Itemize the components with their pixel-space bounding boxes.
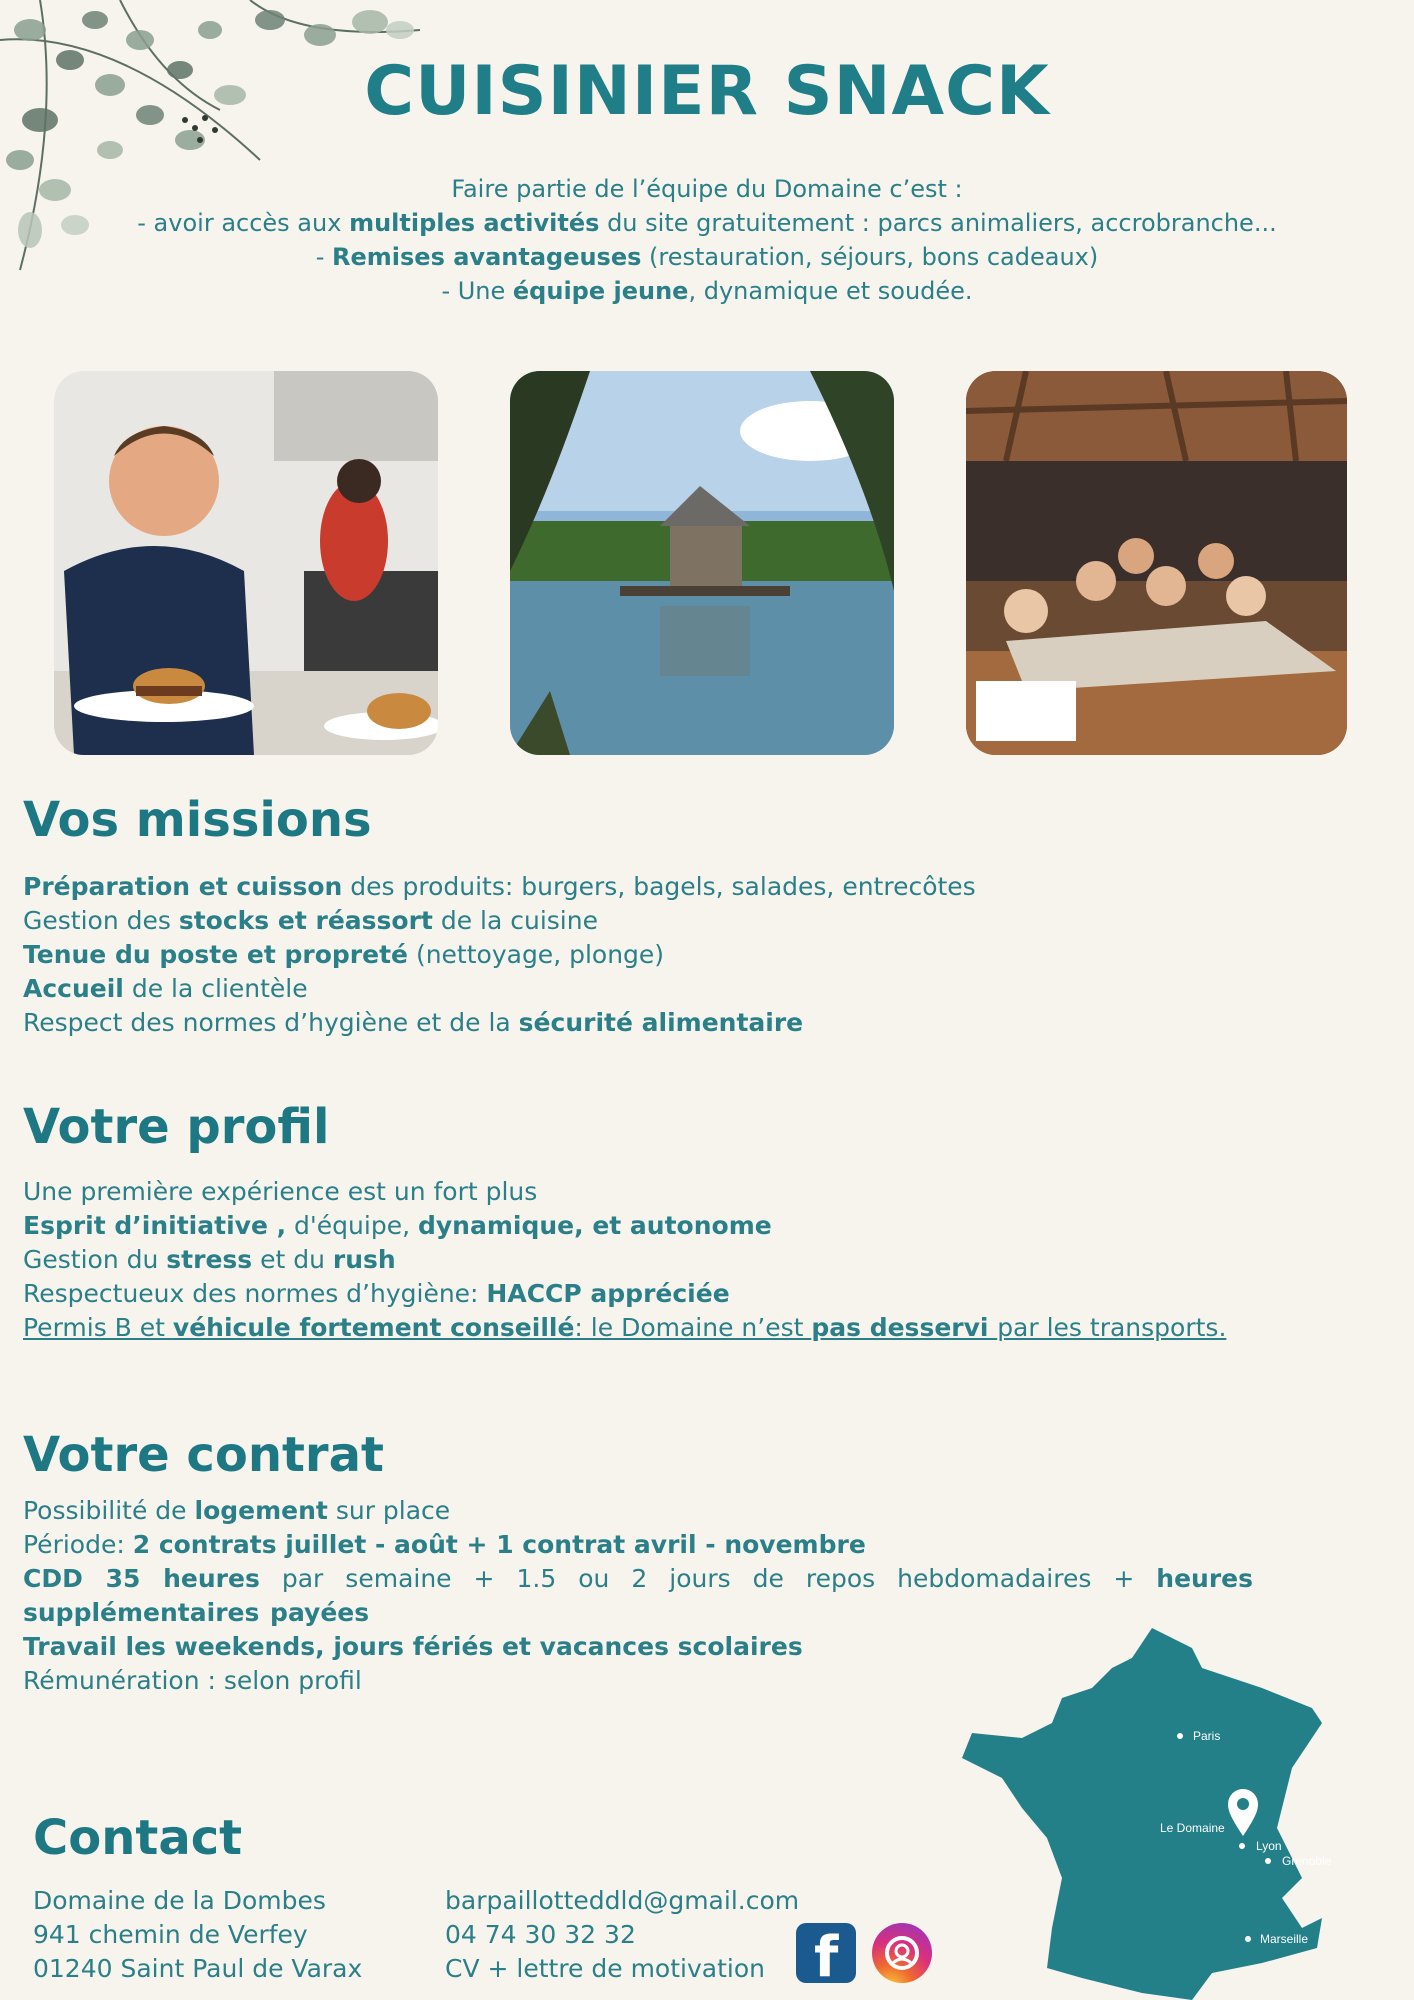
photo-lake-cabin	[510, 371, 894, 755]
photo-cook-with-burgers	[54, 371, 438, 755]
contact-email[interactable]: barpaillotteddld@gmail.com	[445, 1886, 800, 1915]
list-item: Respect des normes d’hygiène et de la sécurité alimentaire	[23, 1008, 804, 1037]
intro-line: - Remises avantageuses (restauration, séjours, bons cadeaux)	[315, 243, 1099, 271]
contact-phone[interactable]: 04 74 30 32 32	[445, 1920, 636, 1949]
contact-details	[445, 1884, 799, 1986]
missions-title: Vos missions	[23, 792, 372, 848]
list-item: Possibilité de logement sur place	[23, 1496, 451, 1525]
intro-line: - avoir accès aux multiples activités du site gratuitement : parcs animaliers, accrobranche...	[137, 209, 1277, 237]
france-map	[962, 1628, 1352, 2000]
list-item: Période: 2 contrats juillet - août + 1 contrat avril - novembre	[23, 1530, 866, 1559]
address-line: Domaine de la Dombes	[33, 1886, 326, 1915]
list-item: Permis B et véhicule fortement conseillé: le Domaine n’est pas desservi par les transports.	[23, 1313, 1227, 1342]
list-item: Gestion du stress et du rush	[23, 1245, 396, 1274]
page-title: CUISINIER SNACK	[364, 52, 1050, 131]
map-label-grenoble: Grenoble	[1282, 1854, 1332, 1868]
list-item: Tenue du poste et propreté (nettoyage, plonge)	[23, 940, 665, 969]
contact-apply: CV + lettre de motivation	[445, 1954, 765, 1983]
instagram-icon[interactable]	[872, 1923, 932, 1983]
map-label-marseille: Marseille	[1260, 1932, 1309, 1946]
list-item: Accueil de la clientèle	[23, 974, 308, 1003]
profil-title: Votre profil	[23, 1099, 330, 1155]
map-label-lyon: Lyon	[1256, 1839, 1282, 1853]
address-line: 01240 Saint Paul de Varax	[33, 1954, 363, 1983]
intro-text	[0, 172, 1414, 308]
list-item: Préparation et cuisson des produits: burgers, bagels, salades, entrecôtes	[23, 872, 976, 901]
list-item: Respectueux des normes d’hygiène: HACCP appréciée	[23, 1279, 730, 1308]
list-item: Une première expérience est un fort plus	[23, 1177, 538, 1206]
intro-line: - Une équipe jeune, dynamique et soudée.	[441, 277, 973, 305]
map-label-paris: Paris	[1193, 1729, 1221, 1743]
missions-list	[23, 870, 976, 1040]
list-item: Esprit d’initiative , d'équipe, dynamique, et autonome	[23, 1211, 772, 1240]
list-item: Gestion des stocks et réassort de la cuisine	[23, 906, 598, 935]
list-item: Travail les weekends, jours fériés et vacances scolaires	[23, 1632, 803, 1661]
map-label-domaine: Le Domaine	[1160, 1821, 1225, 1835]
contact-title: Contact	[33, 1810, 243, 1866]
profil-list	[23, 1175, 1226, 1345]
address-line: 941 chemin de Verfey	[33, 1920, 308, 1949]
contrat-title: Votre contrat	[23, 1427, 384, 1483]
facebook-icon[interactable]: f	[796, 1923, 856, 1983]
photo-bar-team	[966, 371, 1347, 755]
list-item: CDD 35 heures par semaine + 1.5 ou 2 jours de repos hebdomadaires + heures supplémentaires payées	[23, 1564, 1254, 1627]
list-item: Rémunération : selon profil	[23, 1666, 362, 1695]
contact-address	[33, 1884, 362, 1986]
intro-line: Faire partie de l’équipe du Domaine c’est :	[451, 175, 963, 203]
